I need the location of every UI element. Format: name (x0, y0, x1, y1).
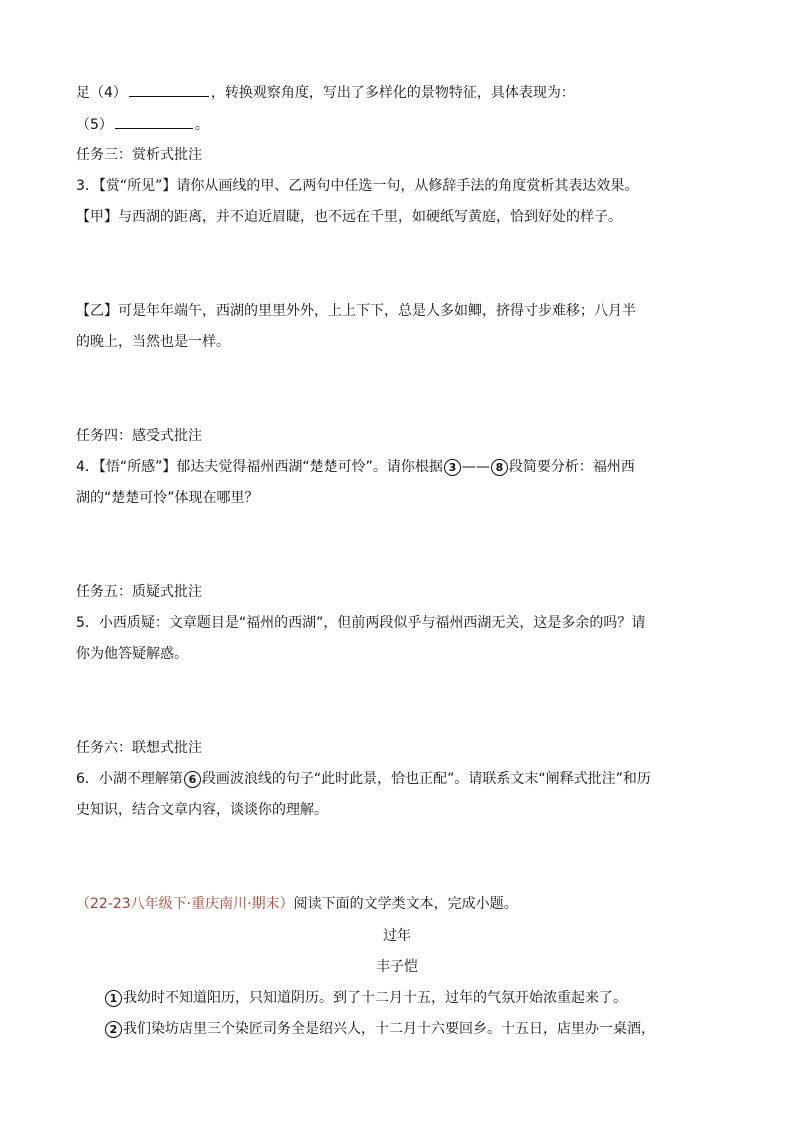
question-5-line1: 5．小西质疑：文章题目是“福州的西湖”，但前两段似乎与福州西湖无关，这是多余的吗？请 (76, 615, 646, 631)
question-3: 3．【赏“所见”】请你从画线的甲、乙两句中任选一句，从修辞手法的角度赏析其表达效果。 (76, 178, 639, 194)
circled-number-3: 3 (444, 459, 461, 476)
source-tag[interactable]: （22-23八年级下·重庆南川·期末） (76, 896, 294, 912)
sentence-yi-line1: 【乙】可是年年端午，西湖的里里外外，上上下下，总是人多如鲫，挤得寸步难移；八月半 (76, 303, 636, 319)
question-6-text: 6．小湖不理解第 (76, 771, 183, 787)
reading-intro (76, 894, 721, 914)
question-4-text-cont: 段简要分析：福州西 (508, 459, 635, 475)
task4-heading: 任务四：感受式批注 (76, 428, 202, 444)
sentence-jia: 【甲】与西湖的距离，并不迫近眉睫，也不远在千里，如硬纸写黄庭，恰到好处的样子。 (76, 209, 622, 225)
answer-line-5 (76, 114, 721, 135)
reading-instruction: 阅读下面的文学类文本，完成小题。 (293, 896, 518, 912)
answer-line-4 (76, 82, 721, 103)
punctuation: 。 (194, 117, 209, 133)
paragraph-2-text: 我们染坊店里三个染匠司务全是绍兴人，十二月十六要回乡。十五日，店里办一桌酒， (123, 1021, 655, 1037)
circled-number-2: 2 (105, 1021, 122, 1038)
circled-number-1: 1 (105, 990, 122, 1007)
circled-number-6: 6 (184, 771, 201, 788)
answer-blank-4[interactable] (129, 82, 209, 97)
paragraph-2 (104, 1019, 749, 1039)
question-4-line1 (76, 457, 721, 477)
task6-heading: 任务六：联想式批注 (76, 740, 202, 756)
question-6-line1 (76, 769, 721, 789)
circled-number-8: 8 (491, 459, 508, 476)
question-6-text-cont: 段画波浪线的句子“此时此景，恰也正配”。请联系文末“阐释式批注”和历 (201, 771, 651, 787)
blank-label-4: 足（4） (76, 85, 127, 101)
paragraph-1 (104, 988, 749, 1008)
question-5-line2: 你为他答疑解惑。 (76, 646, 188, 662)
answer-blank-5[interactable] (115, 114, 193, 129)
question-4-text: 4．【悟“所感”】郁达夫觉得福州西湖“楚楚可怜”。请你根据 (76, 459, 443, 475)
range-dash: —— (461, 459, 490, 475)
task5-heading: 任务五：质疑式批注 (76, 584, 202, 600)
question-text: ，转换观察角度，写出了多样化的景物特征，具体表现为： (210, 85, 575, 101)
passage-title: 过年 (383, 928, 411, 944)
passage-author: 丰子恺 (376, 959, 418, 975)
question-6-line2: 史知识，结合文章内容，谈谈你的理解。 (76, 802, 328, 818)
blank-label-5: （5） (76, 117, 113, 133)
question-4-line2: 湖的“楚楚可怜”体现在哪里？ (76, 490, 259, 506)
task3-heading: 任务三：赏析式批注 (76, 147, 202, 163)
sentence-yi-line2: 的晚上，当然也是一样。 (76, 334, 230, 350)
paragraph-1-text: 我幼时不知道阳历，只知道阴历。到了十二月十五，过年的气氛开始浓重起来了。 (123, 990, 627, 1006)
